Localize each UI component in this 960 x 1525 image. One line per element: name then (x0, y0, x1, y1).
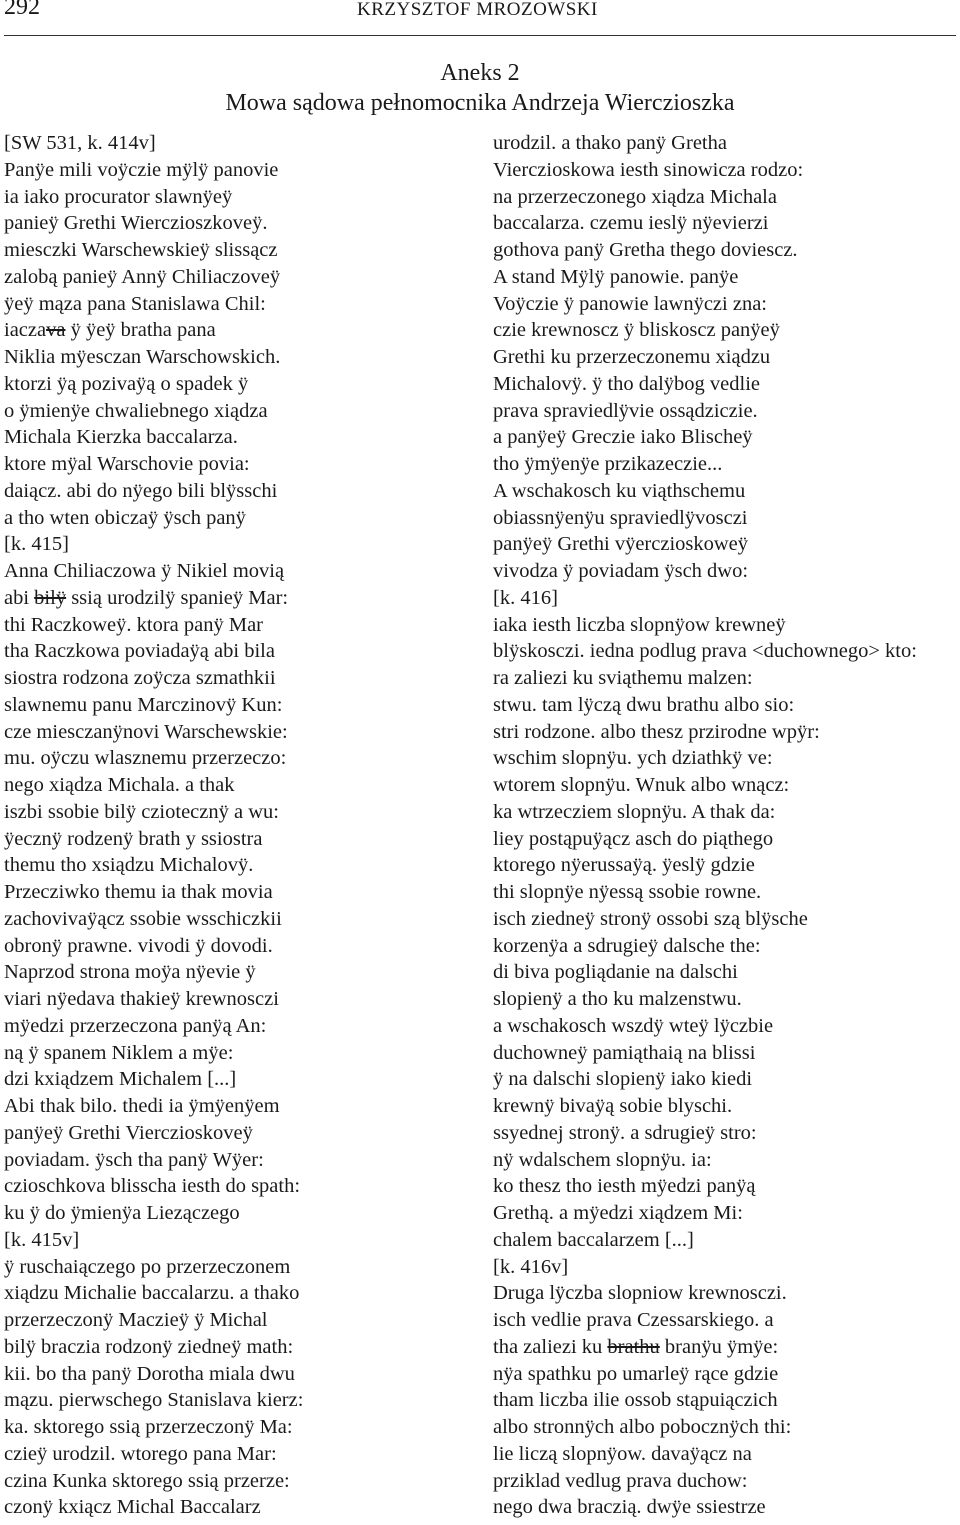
text-line (4, 1280, 474, 1307)
text-line (4, 1120, 474, 1147)
text-segment: a panÿeÿ Greczie iako Blischeÿ (493, 426, 753, 449)
text-segment: czieÿ urodzil. wtorego pana Mar: (4, 1442, 277, 1465)
text-line (493, 745, 957, 772)
text-segment: branÿu ÿmÿe: (659, 1335, 779, 1358)
text-segment: Panÿe mili voÿczie mÿlÿ panovie (4, 158, 279, 181)
text-line (4, 130, 474, 157)
text-line (4, 1361, 474, 1388)
text-segment: czonÿ kxiącz Michal Baccalarz (4, 1496, 261, 1519)
text-segment: liey postąpuÿącz asch do piąthego (493, 827, 774, 850)
text-segment: mÿedzi przerzeczona panÿą An: (4, 1014, 267, 1037)
text-segment: krewnÿ bivaÿą sobie blyschi. (493, 1095, 733, 1117)
text-segment: a tho wten obiczaÿ ÿsch panÿ (4, 506, 246, 529)
text-line (4, 1147, 474, 1174)
text-segment: iacza (4, 319, 47, 342)
text-segment: bilÿ braczia rodzonÿ ziedneÿ math: (4, 1335, 294, 1358)
text-segment: lie liczą slopnÿow. davaÿącz na (493, 1442, 752, 1465)
text-line (4, 344, 474, 371)
text-segment: baccalarza. czemu ieslÿ nÿevierzi (493, 212, 769, 235)
text-line (4, 1387, 474, 1414)
text-line (493, 1147, 957, 1174)
text-segment: nÿa spathku po umarleÿ rące gdzie (493, 1362, 779, 1385)
text-line (4, 451, 474, 478)
text-segment: poviadam. ÿsch tha panÿ Wÿer: (4, 1148, 264, 1171)
text-segment: ÿeÿ mąza pana Stanislawa Chil: (4, 292, 266, 315)
text-line (493, 558, 957, 585)
text-segment: ra zaliezi ku sviąthemu malzen: (493, 667, 753, 689)
struck-text: brathu (607, 1335, 660, 1358)
text-segment: obronÿ prawne. vivodi ÿ dovodi. (4, 934, 273, 957)
text-line (4, 558, 474, 585)
text-line (493, 1307, 957, 1334)
annex-subtitle: Mowa sądowa pełnomocnika Andrzeja Wierczioszka (225, 90, 735, 116)
text-line (4, 879, 474, 906)
text-line (4, 1494, 474, 1521)
text-line (4, 1173, 474, 1200)
text-segment: zalobą panieÿ Annÿ Chiliaczoveÿ (4, 265, 281, 288)
text-segment: panÿeÿ Grethi vÿerczioskoweÿ (493, 533, 749, 556)
text-segment: ia iako procurator slawnÿeÿ (4, 185, 233, 208)
text-line (4, 772, 474, 799)
text-segment: siostra rodzona zoÿcza szmathkii (4, 667, 276, 689)
text-line (4, 1414, 474, 1441)
text-line (4, 745, 474, 772)
text-segment: nÿ wdalschem slopnÿu. ia: (493, 1148, 712, 1171)
text-segment: na przerzeczonego xiądza Michala (493, 185, 777, 208)
text-line (493, 933, 957, 960)
text-segment: A stand Mÿlÿ panowie. panÿe (493, 265, 739, 288)
text-line (493, 612, 957, 639)
text-line (493, 424, 957, 451)
text-segment: ktorego nÿerussaÿą. ÿeslÿ gdzie (493, 854, 755, 877)
text-line (493, 1387, 957, 1414)
text-segment: panÿeÿ Grethi Vierczioskoveÿ (4, 1121, 253, 1144)
text-line (4, 505, 474, 532)
text-segment: panieÿ Grethi Wierczioszkoveÿ. (4, 212, 268, 235)
text-segment: viari nÿedava thakieÿ krewnosczi (4, 988, 279, 1010)
struck-text: va (46, 319, 66, 342)
text-segment: ÿ na dalschi slopienÿ iako kiedi (493, 1068, 753, 1091)
text-segment: slawnemu panu Marczinovÿ Kun: (4, 693, 283, 716)
text-segment: dzi kxiądzem Michalem [...] (4, 1068, 237, 1091)
text-segment: czina Kunka sktorego ssią przerze: (4, 1469, 290, 1492)
text-line (4, 692, 474, 719)
text-line (493, 157, 957, 184)
text-line (4, 1227, 474, 1254)
text-segment: kii. bo tha panÿ Dorotha miala dwu (4, 1362, 295, 1385)
text-line (493, 184, 957, 211)
text-line (4, 157, 474, 184)
text-line (493, 1120, 957, 1147)
text-segment: isch ziedneÿ stronÿ ossobi szą blÿsche (493, 907, 808, 930)
text-segment: [k. 415] (4, 533, 69, 556)
text-segment: wtorem slopnÿu. Wnuk albo wnącz: (493, 774, 790, 796)
text-segment: Niklia mÿesczan Warschowskich. (4, 346, 281, 368)
left-text-column (4, 130, 474, 1521)
text-segment: [SW 531, k. 414v] (4, 132, 156, 154)
text-line (493, 264, 957, 291)
annex-title: Aneks 2 (440, 60, 520, 86)
text-line (4, 719, 474, 746)
text-line (493, 585, 957, 612)
text-segment: Voÿczie ÿ panowie lawnÿczi zna: (493, 292, 767, 315)
text-line (493, 210, 957, 237)
text-segment: stri rodzone. albo thesz przirodne wpÿr: (493, 720, 820, 743)
text-line (4, 398, 474, 425)
text-segment: Michala Kierzka baccalarza. (4, 426, 238, 449)
text-line (493, 291, 957, 318)
text-segment: a wschakosch wszdÿ wteÿ lÿczbie (493, 1014, 774, 1037)
text-line (493, 879, 957, 906)
text-segment: ÿ ruschaiączego po przerzeczonem (4, 1255, 291, 1278)
text-line (493, 719, 957, 746)
text-line (4, 1307, 474, 1334)
text-segment: ktore mÿal Warschovie povia: (4, 453, 250, 475)
text-segment: iszbi ssobie bilÿ cziotecznÿ a wu: (4, 800, 279, 823)
text-line (493, 799, 957, 826)
text-segment: prziklad vedlug prava duchow: (493, 1469, 748, 1492)
text-line (4, 371, 474, 398)
text-segment: tha zaliezi ku (493, 1335, 608, 1358)
text-segment: daiącz. abi do nÿego bili blÿsschi (4, 479, 278, 502)
text-line (4, 1200, 474, 1227)
text-line (4, 1040, 474, 1067)
text-line (4, 1093, 474, 1120)
text-line (4, 612, 474, 639)
text-segment: ktorzi ÿą pozivaÿą o spadek ÿ (4, 372, 249, 395)
text-segment: Przecziwko themu ia thak movia (4, 881, 273, 903)
text-segment: czioschkova blisscha iesth do spath: (4, 1175, 301, 1198)
text-line (4, 933, 474, 960)
text-segment: cze miesczanÿnovi Warschewskie: (4, 720, 288, 743)
text-line (493, 1093, 957, 1120)
text-line (493, 1013, 957, 1040)
text-segment: ną ÿ spanem Niklem a mÿe: (4, 1041, 234, 1064)
text-segment: ssyednej stronÿ. a sdrugieÿ stro: (493, 1121, 757, 1144)
text-segment: thi slopnÿe nÿessą ssobie rowne. (493, 881, 762, 903)
text-line (493, 1066, 957, 1093)
text-line (493, 1441, 957, 1468)
text-segment: o ÿmienÿe chwaliebnego xiądza (4, 399, 268, 422)
text-line (4, 799, 474, 826)
text-segment: prava spraviedlÿvie ossądziczie. (493, 399, 758, 422)
text-segment: przerzeczonÿ Maczieÿ ÿ Michal (4, 1309, 268, 1331)
text-line (4, 665, 474, 692)
text-segment: obiassnÿenÿu spraviedlÿvosczi (493, 506, 748, 529)
text-segment: Abi thak bilo. thedi ia ÿmÿenÿem (4, 1095, 280, 1117)
text-segment: wschim slopnÿu. ych dziathkÿ ve: (493, 747, 773, 770)
text-line (4, 1468, 474, 1495)
text-line (493, 1334, 957, 1361)
text-line (493, 1227, 957, 1254)
page-number: 292 (4, 0, 40, 20)
text-line (4, 1334, 474, 1361)
text-segment: korzenÿa a sdrugieÿ dalsche the: (493, 934, 761, 957)
text-line (4, 852, 474, 879)
text-segment: Grethą. a mÿedzi xiądzem Mi: (493, 1202, 743, 1224)
text-line (493, 1494, 957, 1521)
text-segment: mu. oÿczu wlasznemu przerzeczo: (4, 747, 287, 770)
text-segment: Grethi ku przerzeczonemu xiądzu (493, 346, 771, 368)
text-line (4, 424, 474, 451)
text-line (493, 130, 957, 157)
text-line (4, 531, 474, 558)
text-line (493, 344, 957, 371)
text-line (493, 638, 957, 665)
text-line (493, 852, 957, 879)
text-segment: czie krewnoscz ÿ bliskoscz panÿeÿ (493, 319, 780, 342)
text-segment: ku ÿ do ÿmienÿa Liezączego (4, 1202, 240, 1224)
text-line (4, 906, 474, 933)
text-segment: thi Raczkoweÿ. ktora panÿ Mar (4, 613, 264, 636)
text-segment: zachovivaÿącz ssobie wsschiczkii (4, 907, 282, 930)
text-line (493, 1040, 957, 1067)
text-segment: vivodza ÿ poviadam ÿsch dwo: (493, 560, 749, 582)
text-segment: Michalovÿ. ÿ tho dalÿbog vedlie (493, 372, 761, 395)
text-line (493, 959, 957, 986)
text-segment: di biva pogliądanie na dalschi (493, 961, 738, 984)
text-segment: albo stronnÿch albo pobocznÿch thi: (493, 1416, 792, 1438)
text-line (493, 237, 957, 264)
text-segment: Anna Chiliaczowa ÿ Nikiel movią (4, 560, 285, 582)
text-line (493, 451, 957, 478)
text-line (4, 826, 474, 853)
text-line (4, 184, 474, 211)
text-segment: themu tho xsiądzu Michalovÿ. (4, 854, 254, 877)
text-line (493, 478, 957, 505)
text-segment: duchowneÿ pamiąthaią na blissi (493, 1041, 756, 1064)
text-line (4, 1013, 474, 1040)
text-segment: Naprzod strona moÿa nÿevie ÿ (4, 961, 256, 984)
text-line (493, 1173, 957, 1200)
text-line (4, 317, 474, 344)
text-line (4, 1254, 474, 1281)
text-line (4, 291, 474, 318)
text-segment: tha Raczkowa poviadaÿą abi bila (4, 640, 275, 663)
text-segment: nego dwa braczią. dwÿe ssiestrze (493, 1496, 766, 1519)
text-line (493, 906, 957, 933)
text-segment: abi (4, 586, 35, 609)
text-line (493, 371, 957, 398)
text-line (4, 986, 474, 1013)
text-line (493, 531, 957, 558)
text-segment: [k. 416] (493, 586, 558, 609)
text-line (493, 317, 957, 344)
text-segment: stwu. tam lÿczą dwu brathu albo sio: (493, 693, 795, 716)
text-line (4, 237, 474, 264)
text-segment: A wschakosch ku viąthschemu (493, 479, 746, 502)
text-line (493, 826, 957, 853)
text-line (493, 1200, 957, 1227)
text-line (4, 959, 474, 986)
text-line (4, 478, 474, 505)
text-segment: nego xiądza Michala. a thak (4, 774, 235, 796)
text-line (4, 210, 474, 237)
text-line (4, 264, 474, 291)
text-line (4, 638, 474, 665)
text-segment: urodzil. a thako panÿ Gretha (493, 132, 727, 154)
text-segment: Vierczioskowa iesth sinowicza rodzo: (493, 158, 804, 181)
text-line (493, 772, 957, 799)
text-segment: ka. sktorego ssią przerzeczonÿ Ma: (4, 1416, 293, 1438)
text-segment: isch vedlie prava Czessarskiego. a (493, 1309, 774, 1331)
text-segment: xiądzu Michalie baccalarzu. a thako (4, 1282, 300, 1305)
text-line (493, 692, 957, 719)
text-segment: ÿ ÿeÿ bratha pana (65, 319, 216, 342)
text-segment: slopienÿ a tho ku malzenstwu. (493, 988, 742, 1010)
text-line (493, 398, 957, 425)
text-segment: gothova panÿ Gretha thego doviescz. (493, 239, 798, 261)
text-line (493, 986, 957, 1013)
struck-text: bilÿ (34, 586, 67, 609)
text-line (4, 1066, 474, 1093)
text-segment: tham liczba ilie ossob stąpuiączich (493, 1389, 778, 1412)
text-line (493, 1468, 957, 1495)
running-head: KRZYSZTOF MROZOWSKI (357, 0, 598, 20)
text-segment: [k. 416v] (493, 1255, 569, 1278)
text-segment: miesczki Warschewskieÿ slissącz (4, 239, 278, 261)
text-segment: tho ÿmÿenÿe przikazeczie... (493, 453, 723, 475)
text-segment: chalem baccalarzem [...] (493, 1228, 694, 1251)
text-segment: mązu. pierwschego Stanislava kierz: (4, 1389, 304, 1412)
text-segment: ssią urodzilÿ spanieÿ Mar: (66, 586, 289, 609)
text-line (4, 585, 474, 612)
text-line (493, 1361, 957, 1388)
header-rule (4, 35, 956, 36)
text-line (493, 1414, 957, 1441)
text-line (493, 1280, 957, 1307)
text-segment: ÿecznÿ rodzenÿ brath y ssiostra (4, 827, 263, 850)
text-segment: [k. 415v] (4, 1228, 80, 1251)
text-segment: blÿskosczi. iedna podlug prava <duchownego> kto: (493, 640, 917, 663)
right-text-column (493, 130, 957, 1521)
text-segment: ka wtrzecziem slopnÿu. A thak da: (493, 800, 776, 823)
text-line (493, 1254, 957, 1281)
text-line (493, 505, 957, 532)
text-line (4, 1441, 474, 1468)
text-segment: iaka iesth liczba slopnÿow krewneÿ (493, 613, 786, 636)
text-segment: ko thesz tho iesth mÿedzi panÿą (493, 1175, 756, 1198)
text-line (493, 665, 957, 692)
text-segment: Druga lÿczba slopniow krewnosczi. (493, 1282, 787, 1305)
